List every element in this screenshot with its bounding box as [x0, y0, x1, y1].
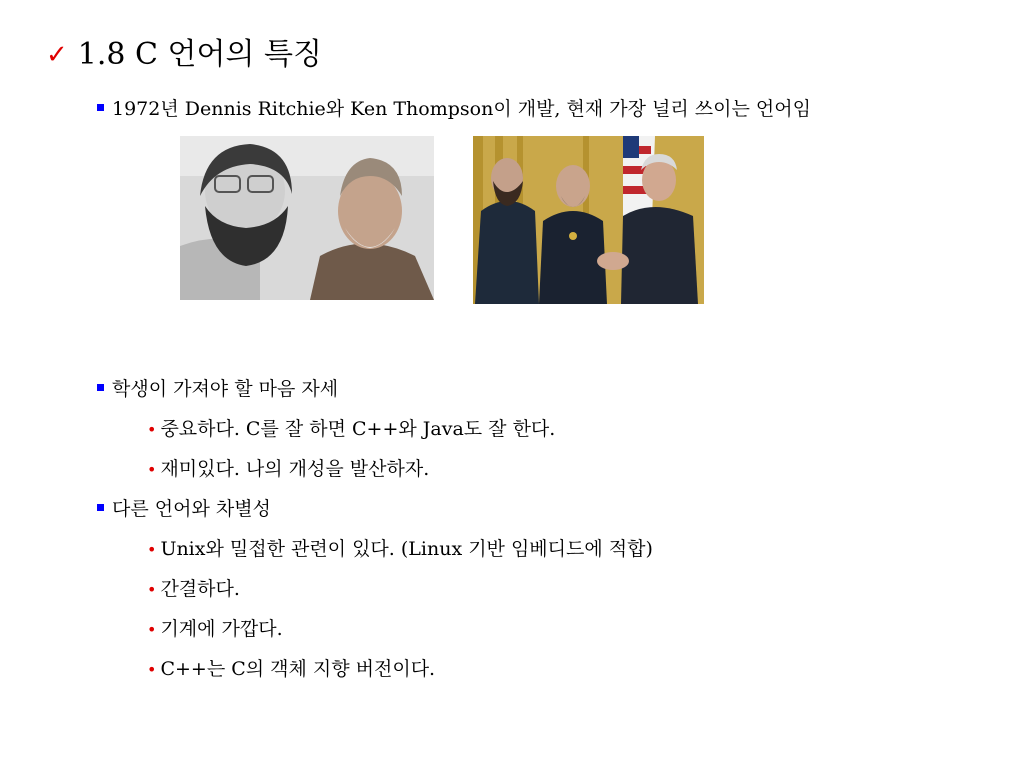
photo-ritchie-thompson — [180, 136, 434, 300]
sub-bullet — [147, 414, 555, 441]
sub-bullet — [147, 574, 240, 601]
square-bullet-icon — [97, 504, 104, 511]
dot-bullet-icon: • — [147, 540, 157, 559]
bullet-intro — [97, 94, 811, 121]
sub-bullet-text: 중요하다. C를 잘 하면 C++와 Java도 잘 한다. — [160, 418, 556, 440]
checkmark-icon: ✓ — [46, 40, 68, 70]
sub-bullet — [147, 614, 283, 641]
square-bullet-icon — [97, 384, 104, 391]
bullet-attitude — [97, 374, 338, 401]
dot-bullet-icon: • — [147, 660, 157, 679]
square-bullet-icon — [97, 104, 104, 111]
dot-bullet-icon: • — [147, 620, 157, 639]
dot-bullet-icon: • — [147, 580, 157, 599]
slide-title-text: 1.8 C 언어의 특징 — [77, 37, 322, 72]
bullet-difference-text: 다른 언어와 차별성 — [112, 498, 271, 520]
sub-bullet-text: C++는 C의 객체 지향 버전이다. — [160, 658, 436, 680]
sub-bullet-text: 기계에 가깝다. — [160, 618, 283, 640]
sub-bullet-text: 재미있다. 나의 개성을 발산하자. — [160, 458, 430, 480]
sub-bullet — [147, 534, 653, 561]
sub-bullet-text: Unix와 밀접한 관련이 있다. (Linux 기반 임베디드에 적합) — [160, 538, 653, 560]
bullet-attitude-text: 학생이 가져야 할 마음 자세 — [112, 378, 339, 400]
dot-bullet-icon: • — [147, 460, 157, 479]
bullet-intro-text: 1972년 Dennis Ritchie와 Ken Thompson이 개발, 현재 가장 널리 쓰이는 언어임 — [112, 98, 811, 120]
photo-medal-ceremony — [473, 136, 704, 304]
sub-bullet — [147, 654, 435, 681]
slide-title — [46, 37, 322, 72]
sub-bullet-text: 간결하다. — [160, 578, 240, 600]
dot-bullet-icon: • — [147, 420, 157, 439]
bullet-difference — [97, 494, 271, 521]
sub-bullet — [147, 454, 429, 481]
